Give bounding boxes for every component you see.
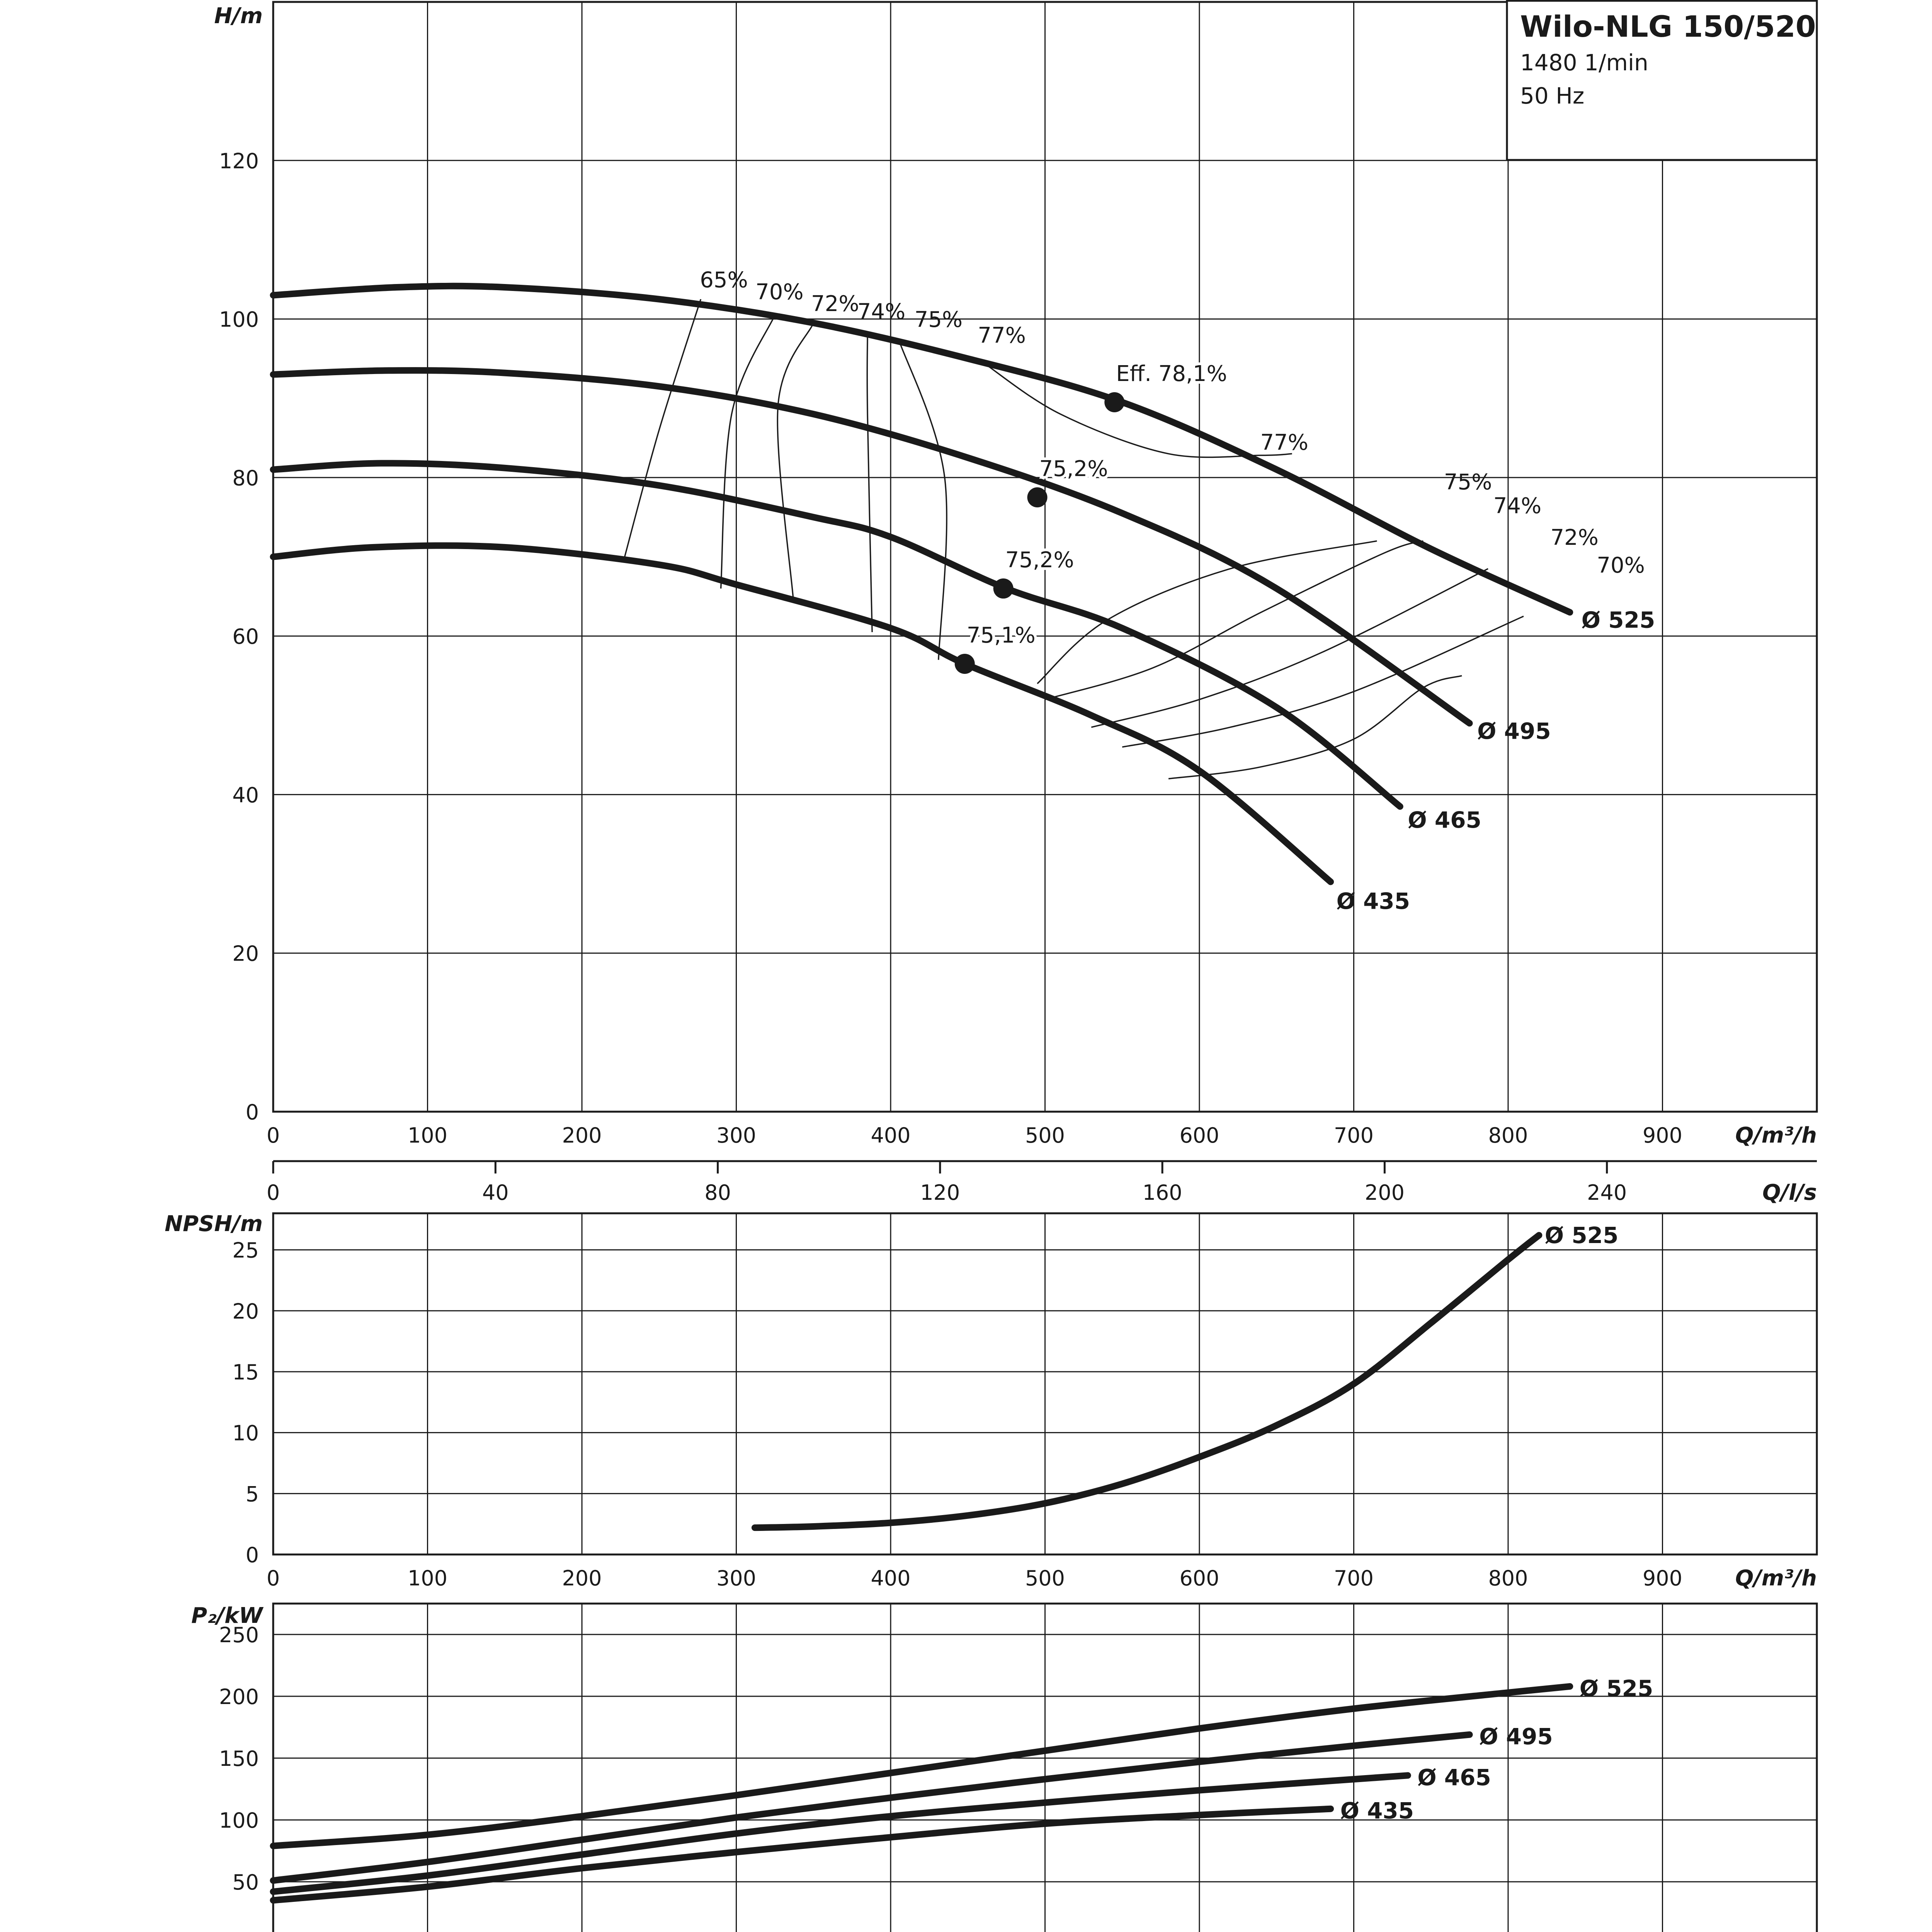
head-x-tick-800: 800: [1488, 1123, 1528, 1148]
efficiency-label-7: 75%: [1444, 469, 1492, 495]
flow-ls-tick-200: 200: [1364, 1180, 1405, 1205]
power-y-tick-200: 200: [219, 1685, 259, 1709]
power-y-tick-100: 100: [219, 1808, 259, 1833]
npsh-y-tick-20: 20: [232, 1299, 259, 1324]
npsh-y-tick-10: 10: [232, 1421, 259, 1446]
bep-label-0: Eff. 78,1%: [1116, 361, 1227, 386]
head-y-tick-20: 20: [232, 941, 259, 966]
flow-ls-tick-0: 0: [266, 1180, 280, 1205]
frequency-label: 50 Hz: [1520, 83, 1585, 109]
head-x-axis-label: Q/m³/h: [1735, 1123, 1817, 1148]
bep-label-2: 75,2%: [1005, 548, 1074, 573]
head-y-tick-60: 60: [232, 624, 259, 649]
npsh-y-tick-25: 25: [232, 1238, 259, 1263]
head-y-tick-120: 120: [219, 149, 259, 173]
chart-title: Wilo-NLG 150/520: [1520, 9, 1816, 44]
flow-ls-axis-label: Q/l/s: [1762, 1180, 1817, 1205]
npsh-x-tick-800: 800: [1488, 1566, 1528, 1590]
efficiency-label-1: 70%: [755, 279, 804, 305]
power-curve-label-0: Ø 525: [1579, 1675, 1653, 1702]
head-x-tick-600: 600: [1179, 1123, 1219, 1148]
head-y-tick-80: 80: [232, 466, 259, 490]
npsh-y-tick-15: 15: [232, 1360, 259, 1384]
npsh-x-tick-500: 500: [1025, 1566, 1065, 1590]
npsh-y-tick-5: 5: [245, 1482, 259, 1507]
npsh-x-tick-0: 0: [266, 1566, 280, 1590]
flow-ls-tick-160: 160: [1142, 1180, 1182, 1205]
head-curve-label-2: Ø 465: [1408, 807, 1481, 833]
power-curve-label-1: Ø 495: [1479, 1723, 1553, 1750]
efficiency-label-6: 77%: [1260, 430, 1308, 456]
head-x-tick-900: 900: [1642, 1123, 1683, 1148]
efficiency-label-10: 70%: [1597, 553, 1645, 578]
npsh-x-tick-100: 100: [407, 1566, 448, 1590]
flow-ls-tick-240: 240: [1587, 1180, 1627, 1205]
npsh-x-tick-600: 600: [1179, 1566, 1219, 1590]
head-y-tick-0: 0: [245, 1100, 259, 1124]
flow-ls-tick-40: 40: [482, 1180, 509, 1205]
efficiency-label-3: 74%: [857, 299, 906, 325]
power-y-tick-250: 250: [219, 1623, 259, 1647]
npsh-x-tick-300: 300: [716, 1566, 757, 1590]
power-y-tick-150: 150: [219, 1747, 259, 1771]
npsh-x-tick-400: 400: [871, 1566, 911, 1590]
bep-marker-2: [993, 578, 1014, 599]
efficiency-label-9: 72%: [1550, 525, 1599, 551]
npsh-y-tick-0: 0: [245, 1543, 259, 1567]
power-curve-label-2: Ø 465: [1417, 1764, 1491, 1791]
bep-marker-0: [1104, 392, 1124, 412]
power-curve-label-3: Ø 435: [1340, 1798, 1414, 1824]
head-x-tick-0: 0: [266, 1123, 280, 1148]
bep-marker-1: [1027, 487, 1048, 507]
head-y-tick-40: 40: [232, 783, 259, 808]
npsh-x-tick-200: 200: [562, 1566, 602, 1590]
head-curve-label-1: Ø 495: [1477, 718, 1551, 744]
efficiency-label-8: 74%: [1493, 493, 1542, 519]
head-y-tick-100: 100: [219, 307, 259, 332]
npsh-x-axis-label: Q/m³/h: [1735, 1566, 1817, 1591]
power-y-tick-50: 50: [232, 1870, 259, 1895]
efficiency-label-2: 72%: [811, 291, 859, 317]
bep-label-3: 75,1%: [966, 622, 1036, 648]
flow-ls-tick-80: 80: [704, 1180, 731, 1205]
bep-label-1: 75,2%: [1039, 456, 1108, 482]
efficiency-label-5: 77%: [978, 323, 1026, 349]
head-x-tick-700: 700: [1333, 1123, 1374, 1148]
npsh-x-tick-700: 700: [1333, 1566, 1374, 1590]
head-x-tick-400: 400: [871, 1123, 911, 1148]
head-y-axis-label: H/m: [214, 3, 263, 29]
power-y-axis-label: P₂/kW: [191, 1603, 263, 1628]
npsh-x-tick-900: 900: [1642, 1566, 1683, 1590]
npsh-y-axis-label: NPSH/m: [165, 1211, 263, 1236]
efficiency-label-0: 65%: [700, 267, 748, 293]
npsh-curve-label-0: Ø 525: [1544, 1222, 1619, 1248]
head-x-tick-200: 200: [562, 1123, 602, 1148]
head-curve-label-0: Ø 525: [1581, 607, 1655, 633]
speed-label: 1480 1/min: [1520, 49, 1648, 76]
flow-ls-tick-120: 120: [920, 1180, 960, 1205]
head-x-tick-500: 500: [1025, 1123, 1065, 1148]
efficiency-label-4: 75%: [914, 307, 963, 333]
head-x-tick-300: 300: [716, 1123, 757, 1148]
bep-marker-3: [955, 654, 975, 674]
head-curve-label-3: Ø 435: [1336, 888, 1410, 915]
head-x-tick-100: 100: [407, 1123, 448, 1148]
